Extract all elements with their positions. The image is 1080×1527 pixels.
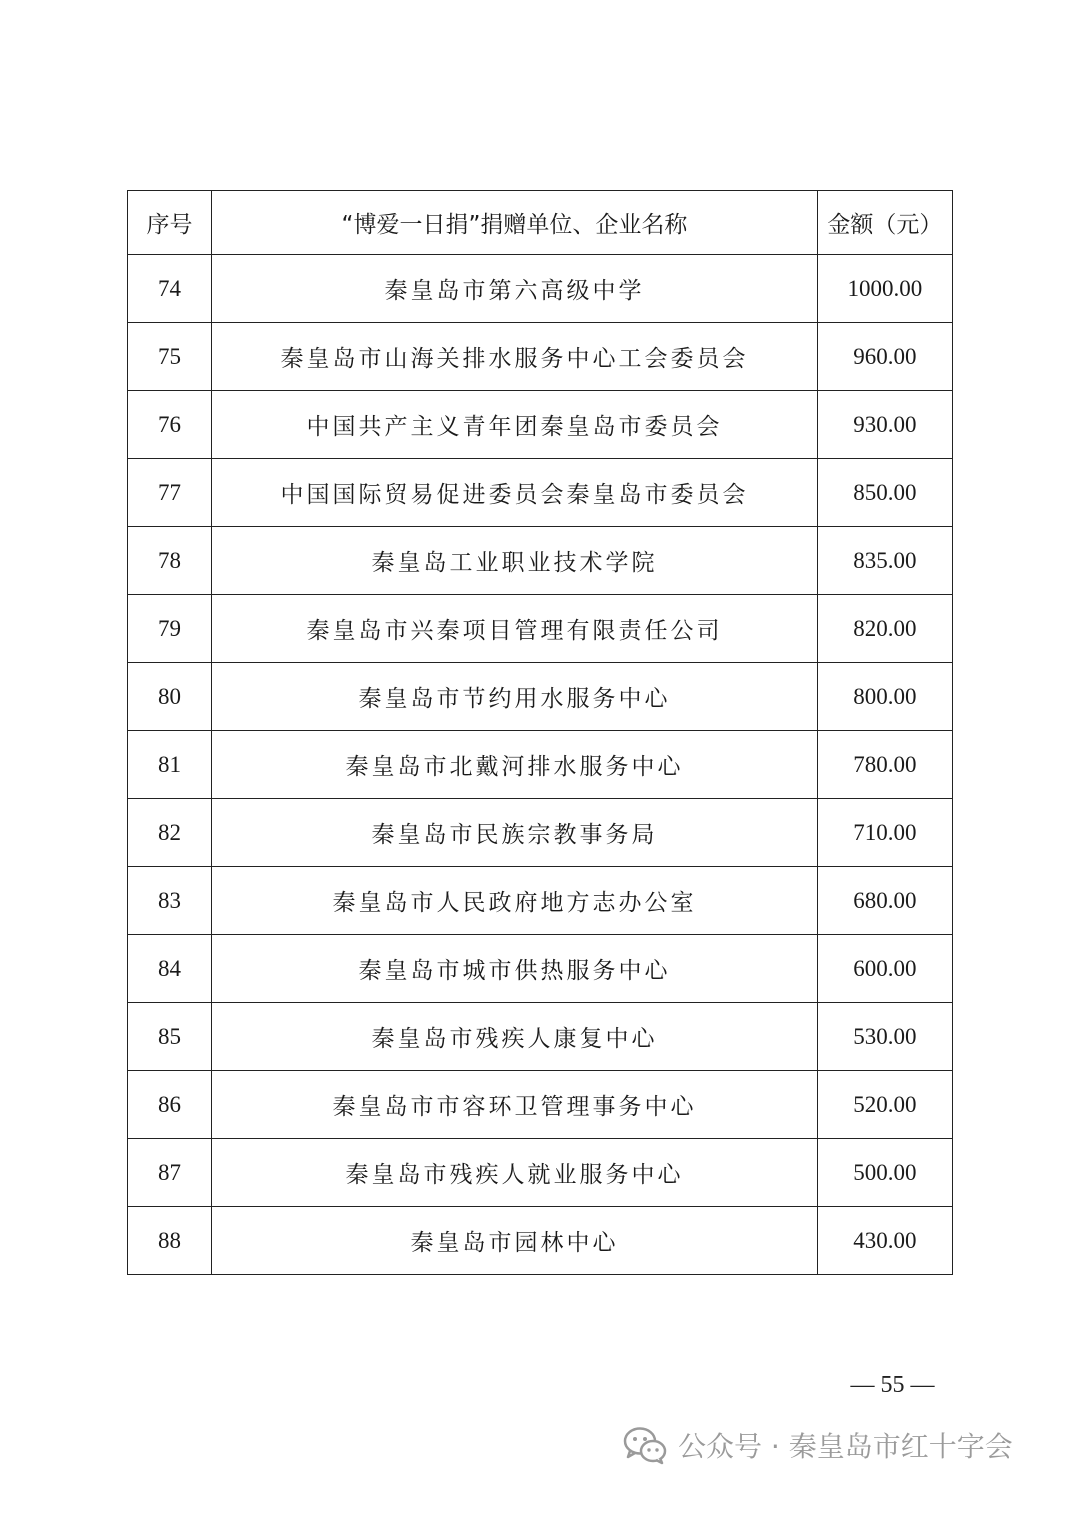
row-donor-name: 秦皇岛市残疾人康复中心 [212,1003,818,1071]
row-amount: 835.00 [817,527,952,595]
row-serial-number: 75 [128,323,212,391]
row-donor-name: 秦皇岛市北戴河排水服务中心 [212,731,818,799]
row-donor-name: 秦皇岛市兴秦项目管理有限责任公司 [212,595,818,663]
row-amount: 530.00 [817,1003,952,1071]
row-amount: 500.00 [817,1139,952,1207]
row-serial-number: 83 [128,867,212,935]
table-body [128,255,953,1275]
row-donor-name: 秦皇岛工业职业技术学院 [212,527,818,595]
table-row [128,731,953,799]
table-row [128,935,953,1003]
table-row [128,1003,953,1071]
row-donor-name: 秦皇岛市人民政府地方志办公室 [212,867,818,935]
table-row [128,391,953,459]
row-serial-number: 81 [128,731,212,799]
watermark-text: 公众号 · 秦皇岛市红十字会 [678,1430,1013,1463]
row-donor-name: 秦皇岛市节约用水服务中心 [212,663,818,731]
page-number: — 55 — [850,1372,935,1398]
row-amount: 600.00 [817,935,952,1003]
donation-table [127,190,953,1275]
row-amount: 680.00 [817,867,952,935]
row-serial-number: 85 [128,1003,212,1071]
table-row [128,867,953,935]
table-row [128,527,953,595]
row-donor-name: 秦皇岛市山海关排水服务中心工会委员会 [212,323,818,391]
row-donor-name: 秦皇岛市园林中心 [212,1207,818,1275]
table-row [128,1071,953,1139]
header-amount: 金额（元） [817,191,952,255]
row-amount: 710.00 [817,799,952,867]
header-donor-name: “博爱一日捐”捐赠单位、企业名称 [212,191,818,255]
row-serial-number: 78 [128,527,212,595]
row-serial-number: 88 [128,1207,212,1275]
row-serial-number: 84 [128,935,212,1003]
row-amount: 960.00 [817,323,952,391]
table-row [128,663,953,731]
row-serial-number: 74 [128,255,212,323]
row-amount: 800.00 [817,663,952,731]
table-row [128,799,953,867]
row-amount: 820.00 [817,595,952,663]
row-amount: 780.00 [817,731,952,799]
row-serial-number: 82 [128,799,212,867]
row-serial-number: 86 [128,1071,212,1139]
table-row [128,595,953,663]
table-row [128,1139,953,1207]
row-amount: 520.00 [817,1071,952,1139]
row-serial-number: 80 [128,663,212,731]
row-donor-name: 秦皇岛市市容环卫管理事务中心 [212,1071,818,1139]
row-donor-name: 中国共产主义青年团秦皇岛市委员会 [212,391,818,459]
row-amount: 930.00 [817,391,952,459]
watermark [622,1425,1013,1465]
row-amount: 1000.00 [817,255,952,323]
table-row [128,1207,953,1275]
header-serial-number: 序号 [128,191,212,255]
row-donor-name: 中国国际贸易促进委员会秦皇岛市委员会 [212,459,818,527]
row-serial-number: 87 [128,1139,212,1207]
table-header-row [128,191,953,255]
row-amount: 430.00 [817,1207,952,1275]
row-serial-number: 76 [128,391,212,459]
row-donor-name: 秦皇岛市城市供热服务中心 [212,935,818,1003]
row-serial-number: 77 [128,459,212,527]
table-row [128,255,953,323]
table-row [128,459,953,527]
row-donor-name: 秦皇岛市残疾人就业服务中心 [212,1139,818,1207]
table-row [128,323,953,391]
row-amount: 850.00 [817,459,952,527]
row-donor-name: 秦皇岛市民族宗教事务局 [212,799,818,867]
row-donor-name: 秦皇岛市第六高级中学 [212,255,818,323]
row-serial-number: 79 [128,595,212,663]
wechat-icon [622,1425,668,1465]
